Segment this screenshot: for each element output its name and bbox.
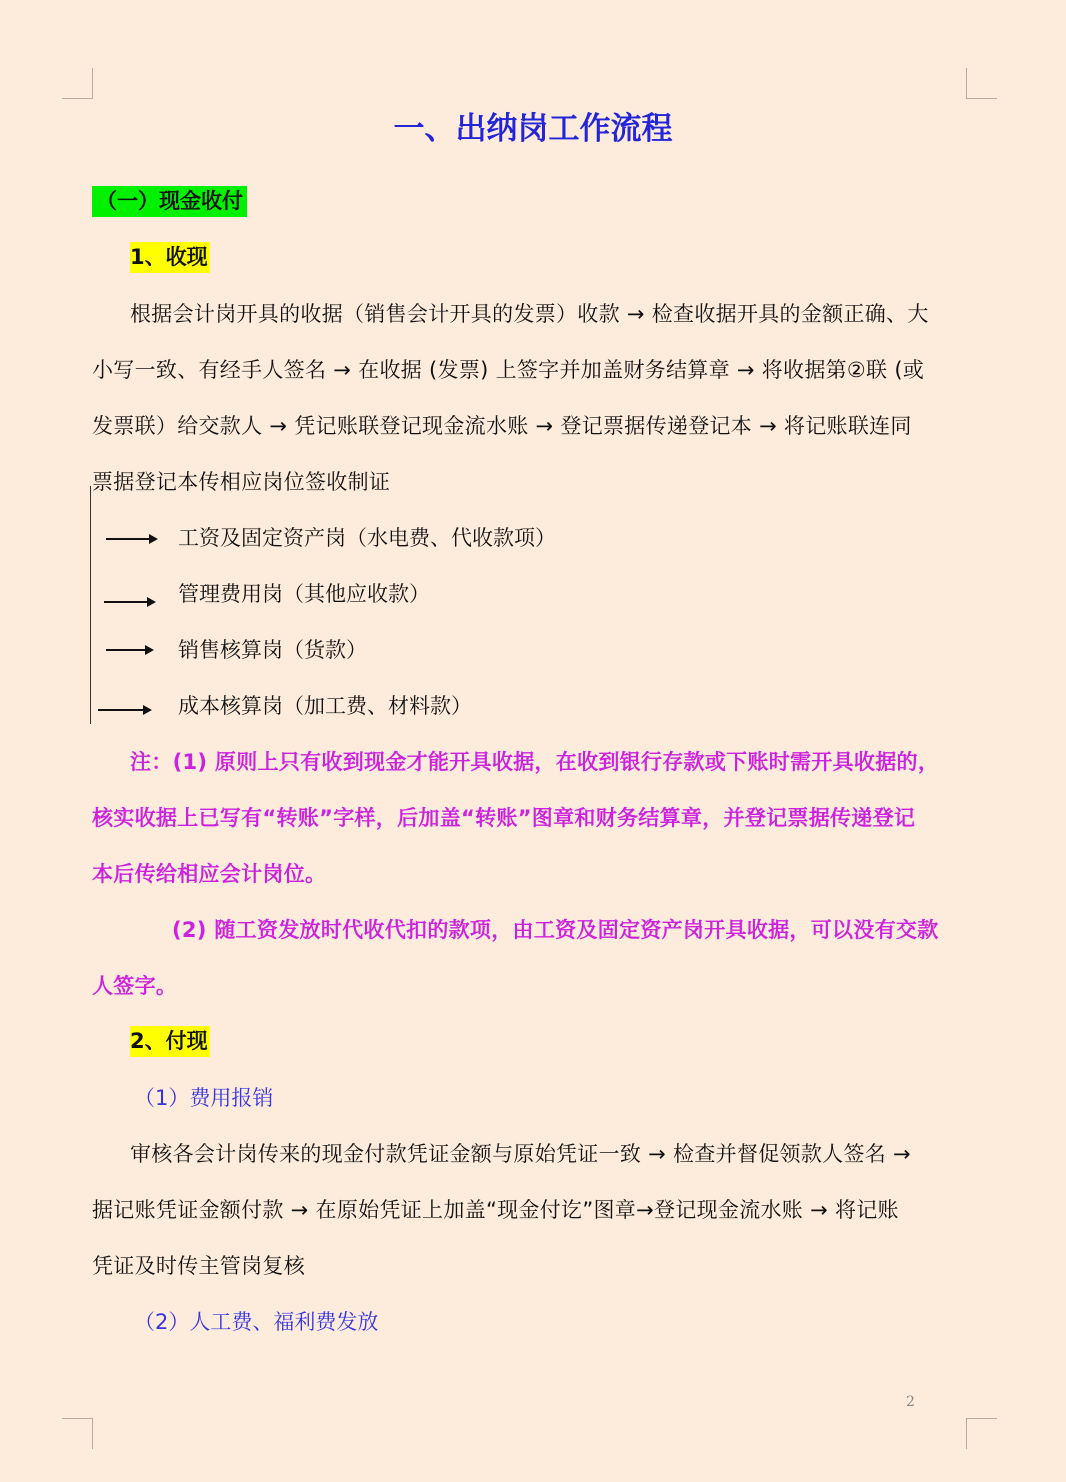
crop-mark-top-right bbox=[966, 68, 997, 99]
paragraph-line: 审核各会计岗传来的现金付款凭证金额与原始凭证一致 → 检查并督促领款人签名 → bbox=[130, 1142, 911, 1166]
branch-item: 销售核算岗（货款） bbox=[178, 638, 367, 662]
subheading-receive-cash: 1、收现 bbox=[130, 242, 210, 273]
paragraph-line: 小写一致、有经手人签名 → 在收据 (发票) 上签字并加盖财务结算章 → 将收据第②联 (或 bbox=[92, 358, 925, 382]
branch-item: 成本核算岗（加工费、材料款） bbox=[178, 694, 472, 718]
arrow-right-icon bbox=[106, 538, 156, 540]
page-title: 一、出纳岗工作流程 bbox=[393, 111, 673, 147]
section-heading-cash: （一）现金收付 bbox=[92, 186, 247, 217]
paragraph-line: 票据登记本传相应岗位签收制证 bbox=[92, 470, 391, 494]
paragraph-line: 根据会计岗开具的收据（销售会计开具的发票）收款 → 检查收据开具的金额正确、大 bbox=[130, 302, 929, 326]
arrow-right-icon bbox=[98, 709, 150, 711]
item-label-payroll: （2）人工费、福利费发放 bbox=[134, 1310, 379, 1334]
branch-item: 工资及固定资产岗（水电费、代收款项） bbox=[178, 526, 556, 550]
arrow-right-icon bbox=[104, 601, 154, 603]
crop-mark-bottom-right bbox=[966, 1418, 997, 1449]
branch-item: 管理费用岗（其他应收款） bbox=[178, 582, 430, 606]
note-line: 核实收据上已写有“转账”字样，后加盖“转账”图章和财务结算章，并登记票据传递登记 bbox=[92, 806, 916, 830]
arrow-right-icon bbox=[106, 649, 152, 651]
note-line: 本后传给相应会计岗位。 bbox=[92, 862, 327, 886]
note-line: 注：(1) 原则上只有收到现金才能开具收据，在收到银行存款或下账时需开具收据的， bbox=[130, 750, 940, 774]
paragraph-line: 据记账凭证金额付款 → 在原始凭证上加盖“现金付讫”图章→登记现金流水账 → 将记账 bbox=[92, 1198, 899, 1222]
item-label-expense-reimbursement: （1）费用报销 bbox=[134, 1086, 274, 1110]
note-line: 人签字。 bbox=[92, 974, 178, 998]
subheading-pay-cash: 2、付现 bbox=[130, 1026, 210, 1057]
paragraph-line: 发票联）给交款人 → 凭记账联登记现金流水账 → 登记票据传递登记本 → 将记账联连同 bbox=[92, 414, 912, 438]
paragraph-line: 凭证及时传主管岗复核 bbox=[92, 1254, 305, 1278]
branch-bracket-line bbox=[90, 486, 91, 724]
note-line: (2) 随工资发放时代收代扣的款项，由工资及固定资产岗开具收据，可以没有交款 bbox=[172, 918, 939, 942]
page-number: 2 bbox=[906, 1394, 915, 1410]
crop-mark-top-left bbox=[62, 68, 93, 99]
crop-mark-bottom-left bbox=[62, 1418, 93, 1449]
